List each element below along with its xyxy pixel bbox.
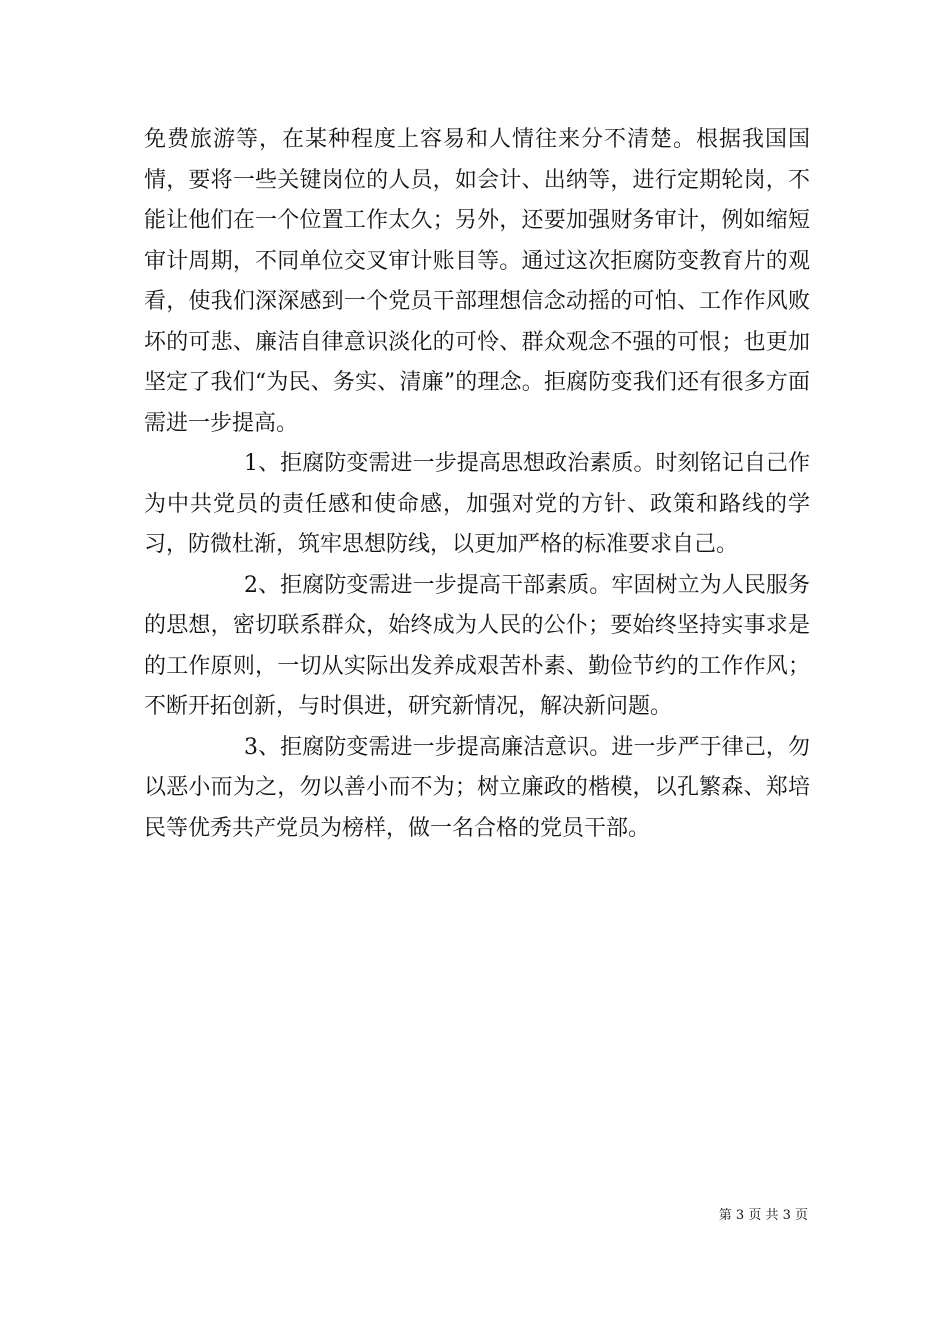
paragraph-item-3: 3、拒腐防变需进一步提高廉洁意识。进一步严于律己，勿以恶小而为之，勿以善小而不为；树立廉政的楷模，以孔繁森、郑培民等优秀共产党员为榜样，做一名合格的党员干部。: [144, 734, 810, 841]
document-body: [144, 120, 810, 849]
page-number-footer: 第 3 页 共 3 页: [718, 1208, 808, 1223]
paragraph-item-1: 1、拒腐防变需进一步提高思想政治素质。时刻铭记自己作为中共党员的责任感和使命感，加强对党的方针、政策和路线的学习，防微杜渐，筑牢思想防线，以更加严格的标准要求自己。: [144, 451, 810, 557]
paragraph-item-2: 2、拒腐防变需进一步提高干部素质。牢固树立为人民服务的思想，密切联系群众，始终成为人民的公仆；要始终坚持实事求是的工作原则，一切从实际出发养成艰苦朴素、勤俭节约的工作作风；不断开拓创新，与时俱进，研究新情况，解决新问题。: [144, 572, 810, 719]
paragraph-continuation: 免费旅游等，在某种程度上容易和人情往来分不清楚。根据我国国情，要将一些关键岗位的人员，如会计、出纳等，进行定期轮岗，不能让他们在一个位置工作太久；另外，还要加强财务审计，例如缩短审计周期，不同单位交叉审计账目等。通过这次拒腐防变教育片的观看，使我们深深感到一个党员干部理想信念动摇的可怕、工作作风败坏的可悲、廉洁自律意识淡化的可怜、群众观念不强的可恨；也更加坚定了我们“为民、务实、清廉”的理念。拒腐防变我们还有很多方面需进一步提高。: [144, 127, 810, 436]
